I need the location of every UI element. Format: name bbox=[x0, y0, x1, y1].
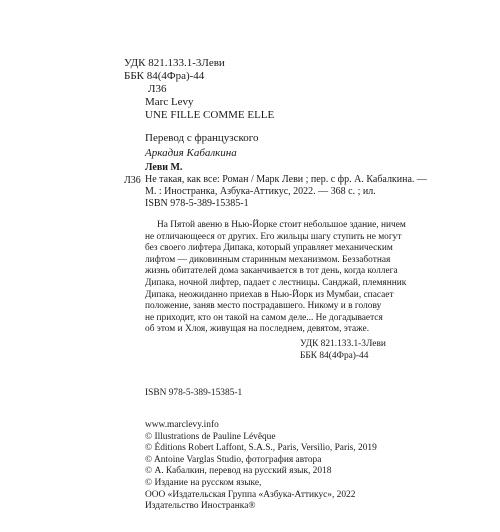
udk-code: УДК 821.133.1-3Леви bbox=[124, 57, 225, 69]
copyright-line: www.marclevy.info bbox=[145, 420, 219, 430]
copyright-line: © Издание на русском языке, bbox=[145, 477, 262, 488]
annotation-line: об этом и Хлоя, живущая на последнем, девятом, этаже. bbox=[145, 324, 370, 335]
bbk-code: ББК 84(4Фра)-44 bbox=[124, 70, 205, 82]
bib-line: ISBN 978-5-389-15385-1 bbox=[145, 198, 249, 209]
annotation-line: жизнь обитателей дома заканчивается в тот день, когда коллега bbox=[145, 266, 398, 277]
bib-author: Леви М. bbox=[145, 162, 183, 173]
original-title: UNE FILLE COMME ELLE bbox=[145, 109, 275, 121]
copyright-line: ООО «Издательская Группа «Азбука-Аттикус», 2022 bbox=[145, 489, 356, 500]
isbn: ISBN 978-5-389-15385-1 bbox=[145, 388, 243, 398]
copyright-line: Издательство Иностранка® bbox=[145, 501, 256, 512]
annotation-line: не отличающееся от других. Его жильцы шагу ступить не могут bbox=[145, 231, 402, 242]
classification-block bbox=[124, 57, 225, 96]
translation-block bbox=[145, 132, 259, 160]
annotation-line: положение, заняв место пострадавшего. Никому и в голову bbox=[145, 301, 382, 312]
copyright-line: © Illustrations de Pauline Lévêque bbox=[145, 431, 276, 442]
bib-mark: Л36 bbox=[124, 175, 141, 186]
copyright-line: © Éditions Robert Laffont, S.A.S., Paris, Versilio, Paris, 2019 bbox=[145, 443, 377, 454]
bibliographic-record bbox=[145, 162, 427, 210]
bbk-code-repeat: ББК 84(4Фра)-44 bbox=[300, 350, 369, 361]
original-author: Marc Levy bbox=[145, 96, 194, 108]
annotation-line: Дипака, неожиданно приехав в Нью-Йорк из Мумбаи, спасает bbox=[145, 289, 394, 300]
copyright-block bbox=[145, 420, 377, 513]
annotation bbox=[145, 220, 406, 336]
copyright-line: © Antoine Varglas Studio, фотография автора bbox=[145, 454, 322, 465]
annotation-line: Дипака, ночной лифтер, падает с лестницы. Санджай, племянник bbox=[145, 277, 407, 288]
annotation-line: лифтом — диковинным старинным механизмом. Беззаботная bbox=[145, 254, 391, 265]
annotation-line: без своего лифтера Дипака, который управляет механическим bbox=[145, 243, 393, 254]
udk-code-repeat: УДК 821.133.1-3Леви bbox=[300, 339, 386, 349]
bib-line: М. : Иностранка, Азбука-Аттикус, 2022. — 368 с. ; ил. bbox=[145, 186, 376, 197]
classification-repeat bbox=[300, 339, 386, 362]
author-mark: Л36 bbox=[148, 83, 167, 95]
bib-line: Не такая, как все: Роман / Марк Леви ; пер. с фр. А. Кабалкина. — bbox=[145, 174, 427, 185]
annotation-line: На Пятой авеню в Нью-Йорке стоит небольшое здание, ничем bbox=[157, 220, 406, 230]
annotation-line: не приходит, кто он такой на самом деле... Не догадывается bbox=[145, 312, 383, 323]
translation-line: Перевод с французского bbox=[145, 132, 259, 144]
copyright-line: © А. Кабалкин, перевод на русский язык, 2018 bbox=[145, 466, 332, 477]
translator-name: Аркадия Кабалкина bbox=[145, 147, 237, 159]
original-title-block bbox=[145, 96, 274, 122]
bib-lines bbox=[145, 174, 427, 210]
